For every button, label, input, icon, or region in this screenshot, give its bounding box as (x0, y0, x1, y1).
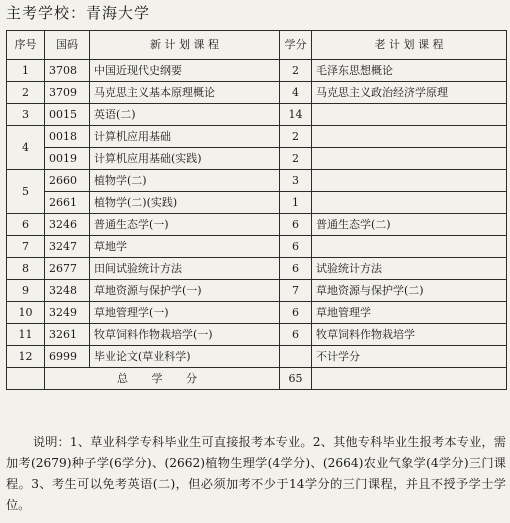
credit-cell (280, 346, 312, 368)
new-course-cell: 马克思主义基本原理概论 (90, 82, 280, 104)
code-cell: 0019 (45, 148, 90, 170)
credit-cell: 6 (280, 302, 312, 324)
new-course-cell: 普通生态学(一) (90, 214, 280, 236)
table-body (7, 60, 507, 368)
old-course-cell (312, 236, 507, 258)
new-course-cell: 英语(二) (90, 104, 280, 126)
table-row (7, 148, 507, 170)
old-course-cell: 马克思主义政治经济学原理 (312, 82, 507, 104)
code-cell: 0018 (45, 126, 90, 148)
new-course-cell: 计算机应用基础 (90, 126, 280, 148)
header-seq: 序号 (7, 31, 45, 60)
old-course-cell: 普通生态学(二) (312, 214, 507, 236)
table-row (7, 60, 507, 82)
old-course-cell (312, 192, 507, 214)
header-code: 国码 (45, 31, 90, 60)
code-cell: 2661 (45, 192, 90, 214)
old-course-cell: 试验统计方法 (312, 258, 507, 280)
new-course-cell: 草地学 (90, 236, 280, 258)
table-row (7, 214, 507, 236)
old-course-cell: 不计学分 (312, 346, 507, 368)
table-row (7, 280, 507, 302)
code-cell: 3709 (45, 82, 90, 104)
code-cell: 2677 (45, 258, 90, 280)
credit-cell: 2 (280, 148, 312, 170)
seq-cell: 11 (7, 324, 45, 346)
credit-cell: 6 (280, 324, 312, 346)
seq-cell: 2 (7, 82, 45, 104)
seq-cell: 10 (7, 302, 45, 324)
header-new-course: 新 计 划 课 程 (90, 31, 280, 60)
total-credit: 65 (280, 368, 312, 390)
credit-cell: 2 (280, 60, 312, 82)
table-header-row (7, 31, 507, 60)
new-course-cell: 植物学(二)(实践) (90, 192, 280, 214)
seq-cell: 9 (7, 280, 45, 302)
credit-cell: 7 (280, 280, 312, 302)
old-course-cell (312, 148, 507, 170)
table-row (7, 324, 507, 346)
table-row (7, 82, 507, 104)
code-cell: 3261 (45, 324, 90, 346)
seq-cell: 1 (7, 60, 45, 82)
new-course-cell: 中国近现代史纲要 (90, 60, 280, 82)
new-course-cell: 草地资源与保护学(一) (90, 280, 280, 302)
old-course-cell (312, 170, 507, 192)
table-row (7, 346, 507, 368)
table-row (7, 104, 507, 126)
old-course-cell (312, 126, 507, 148)
page-title: 主考学校：青海大学 (6, 4, 151, 22)
course-table (6, 30, 507, 390)
table-row (7, 126, 507, 148)
credit-cell: 1 (280, 192, 312, 214)
code-cell: 3246 (45, 214, 90, 236)
header-credit: 学分 (280, 31, 312, 60)
table-row (7, 170, 507, 192)
seq-cell: 8 (7, 258, 45, 280)
old-course-cell: 牧草饲料作物栽培学 (312, 324, 507, 346)
old-course-cell: 草地资源与保护学(二) (312, 280, 507, 302)
seq-cell: 12 (7, 346, 45, 368)
code-cell: 3248 (45, 280, 90, 302)
code-cell: 0015 (45, 104, 90, 126)
new-course-cell: 田间试验统计方法 (90, 258, 280, 280)
table-row (7, 192, 507, 214)
total-label: 总 学 分 (45, 368, 280, 390)
old-course-cell: 草地管理学 (312, 302, 507, 324)
code-cell: 3249 (45, 302, 90, 324)
seq-cell: 4 (7, 126, 45, 170)
table-row (7, 258, 507, 280)
seq-cell: 3 (7, 104, 45, 126)
table-row (7, 236, 507, 258)
seq-cell: 6 (7, 214, 45, 236)
explanation-note: 说明：1、草业科学专科毕业生可直接报考本专业。2、其他专科毕业生报考本专业，需加考(2679)种子学(6学分)、(2662)植物生理学(4学分)、(2664)农业气象学(4学分)三门课程。3、考生可以免考英语(二)，但必须加考不少于14学分的三门课程，并且不授予学士学位。 (6, 435, 506, 512)
credit-cell: 6 (280, 236, 312, 258)
table-row (7, 302, 507, 324)
new-course-cell: 植物学(二) (90, 170, 280, 192)
new-course-cell: 计算机应用基础(实践) (90, 148, 280, 170)
credit-cell: 3 (280, 170, 312, 192)
old-course-cell (312, 104, 507, 126)
header-old-course: 老 计 划 课 程 (312, 31, 507, 60)
credit-cell: 6 (280, 258, 312, 280)
old-course-cell: 毛泽东思想概论 (312, 60, 507, 82)
credit-cell: 4 (280, 82, 312, 104)
new-course-cell: 牧草饲料作物栽培学(一) (90, 324, 280, 346)
code-cell: 3708 (45, 60, 90, 82)
code-cell: 2660 (45, 170, 90, 192)
code-cell: 3247 (45, 236, 90, 258)
credit-cell: 2 (280, 126, 312, 148)
code-cell: 6999 (45, 346, 90, 368)
credit-cell: 6 (280, 214, 312, 236)
new-course-cell: 毕业论文(草业科学) (90, 346, 280, 368)
credit-cell: 14 (280, 104, 312, 126)
seq-cell: 5 (7, 170, 45, 214)
new-course-cell: 草地管理学(一) (90, 302, 280, 324)
seq-cell: 7 (7, 236, 45, 258)
total-row (7, 368, 507, 390)
